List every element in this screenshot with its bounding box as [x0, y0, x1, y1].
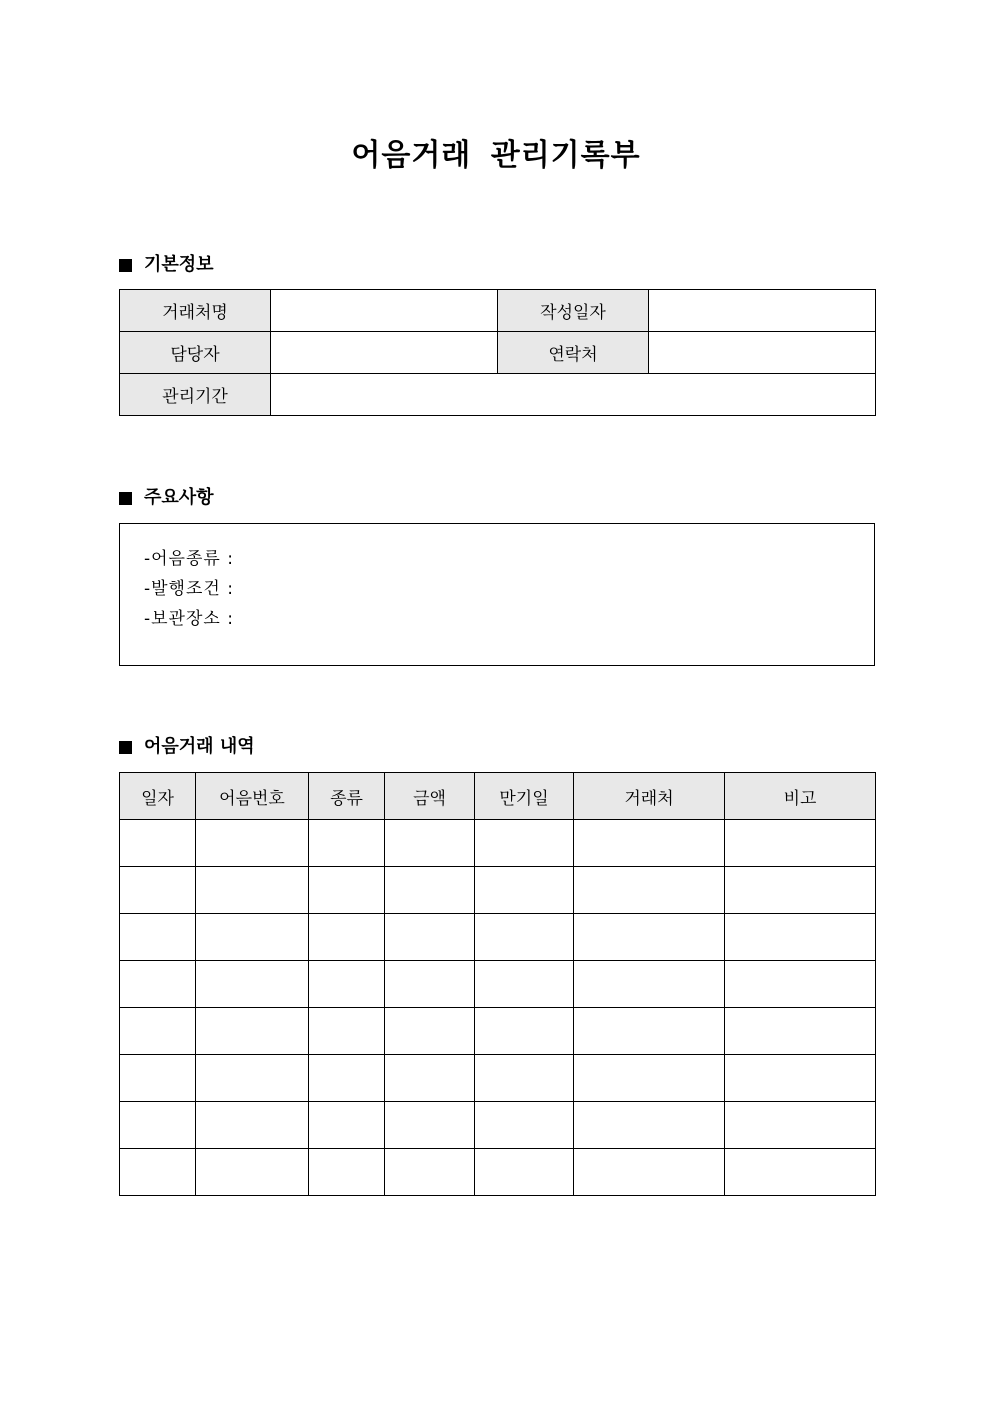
column-header-bill-number: 어음번호	[196, 773, 309, 820]
ledger-cell[interactable]	[196, 1102, 309, 1149]
table-row	[120, 961, 876, 1008]
ledger-cell[interactable]	[196, 1149, 309, 1196]
table-row	[120, 1102, 876, 1149]
ledger-cell[interactable]	[725, 961, 876, 1008]
ledger-cell[interactable]	[725, 820, 876, 867]
ledger-cell[interactable]	[120, 1055, 196, 1102]
ledger-cell[interactable]	[196, 1008, 309, 1055]
notes-box[interactable]	[119, 523, 875, 666]
table-row	[120, 1008, 876, 1055]
ledger-cell[interactable]	[196, 961, 309, 1008]
table-row	[120, 1055, 876, 1102]
table-row	[120, 820, 876, 867]
section-heading-basic-info	[119, 253, 214, 277]
black-square-icon	[119, 741, 132, 754]
manager-label: 담당자	[120, 332, 271, 374]
ledger-cell[interactable]	[309, 914, 385, 961]
column-header-amount: 금액	[385, 773, 475, 820]
table-row	[120, 914, 876, 961]
ledger-cell[interactable]	[475, 1102, 574, 1149]
ledger-cell[interactable]	[385, 961, 475, 1008]
ledger-body	[120, 820, 876, 1196]
ledger-cell[interactable]	[196, 1055, 309, 1102]
basic-info-table	[119, 289, 876, 416]
table-row	[120, 290, 876, 332]
ledger-cell[interactable]	[309, 961, 385, 1008]
ledger-cell[interactable]	[574, 1102, 725, 1149]
ledger-cell[interactable]	[725, 1149, 876, 1196]
table-row	[120, 374, 876, 416]
client-name-label: 거래처명	[120, 290, 271, 332]
ledger-cell[interactable]	[309, 1008, 385, 1055]
table-row	[120, 332, 876, 374]
ledger-cell[interactable]	[385, 914, 475, 961]
ledger-cell[interactable]	[196, 820, 309, 867]
ledger-cell[interactable]	[196, 867, 309, 914]
ledger-cell[interactable]	[725, 914, 876, 961]
section-heading-ledger	[119, 735, 255, 759]
ledger-cell[interactable]	[725, 1102, 876, 1149]
notes-list	[120, 524, 874, 634]
date-written-field[interactable]	[649, 290, 876, 332]
ledger-cell[interactable]	[475, 1008, 574, 1055]
note-storage-place: -보관장소 :	[144, 609, 234, 629]
black-square-icon	[119, 259, 132, 272]
period-label: 관리기간	[120, 374, 271, 416]
column-header-client: 거래처	[574, 773, 725, 820]
ledger-cell[interactable]	[385, 1102, 475, 1149]
ledger-cell[interactable]	[120, 1149, 196, 1196]
ledger-cell[interactable]	[309, 867, 385, 914]
ledger-cell[interactable]	[120, 914, 196, 961]
ledger-cell[interactable]	[309, 1149, 385, 1196]
contact-label: 연락처	[498, 332, 649, 374]
ledger-cell[interactable]	[574, 1008, 725, 1055]
black-square-icon	[119, 492, 132, 505]
ledger-cell[interactable]	[385, 820, 475, 867]
ledger-cell[interactable]	[475, 1149, 574, 1196]
section-heading-label: 어음거래 내역	[144, 736, 255, 757]
section-heading-notes	[119, 486, 214, 510]
column-header-type: 종류	[309, 773, 385, 820]
table-row	[120, 867, 876, 914]
ledger-cell[interactable]	[475, 961, 574, 1008]
ledger-cell[interactable]	[574, 961, 725, 1008]
ledger-cell[interactable]	[309, 1102, 385, 1149]
ledger-cell[interactable]	[385, 1008, 475, 1055]
page-title: 어음거래 관리기록부	[351, 138, 641, 173]
note-bill-type: -어음종류 :	[144, 549, 234, 569]
ledger-cell[interactable]	[385, 1149, 475, 1196]
column-header-due-date: 만기일	[475, 773, 574, 820]
ledger-cell[interactable]	[725, 1008, 876, 1055]
ledger-cell[interactable]	[574, 820, 725, 867]
ledger-cell[interactable]	[574, 867, 725, 914]
column-header-date: 일자	[120, 773, 196, 820]
ledger-cell[interactable]	[120, 1008, 196, 1055]
date-written-label: 작성일자	[498, 290, 649, 332]
ledger-cell[interactable]	[196, 914, 309, 961]
section-heading-label: 기본정보	[144, 254, 214, 275]
ledger-cell[interactable]	[725, 1055, 876, 1102]
ledger-cell[interactable]	[475, 820, 574, 867]
ledger-cell[interactable]	[385, 1055, 475, 1102]
ledger-cell[interactable]	[475, 1055, 574, 1102]
section-heading-label: 주요사항	[144, 487, 214, 508]
contact-field[interactable]	[649, 332, 876, 374]
manager-field[interactable]	[271, 332, 498, 374]
ledger-cell[interactable]	[120, 1102, 196, 1149]
ledger-cell[interactable]	[475, 867, 574, 914]
period-field[interactable]	[271, 374, 876, 416]
column-header-remarks: 비고	[725, 773, 876, 820]
ledger-cell[interactable]	[574, 1149, 725, 1196]
ledger-header-row	[120, 773, 876, 820]
ledger-cell[interactable]	[309, 820, 385, 867]
ledger-cell[interactable]	[120, 867, 196, 914]
ledger-cell[interactable]	[574, 914, 725, 961]
ledger-table	[119, 772, 876, 1196]
ledger-cell[interactable]	[574, 1055, 725, 1102]
ledger-cell[interactable]	[475, 914, 574, 961]
ledger-cell[interactable]	[120, 820, 196, 867]
client-name-field[interactable]	[271, 290, 498, 332]
ledger-cell[interactable]	[309, 1055, 385, 1102]
note-issue-terms: -발행조건 :	[144, 579, 234, 599]
ledger-cell[interactable]	[120, 961, 196, 1008]
ledger-cell[interactable]	[385, 867, 475, 914]
ledger-cell[interactable]	[725, 867, 876, 914]
table-row	[120, 1149, 876, 1196]
